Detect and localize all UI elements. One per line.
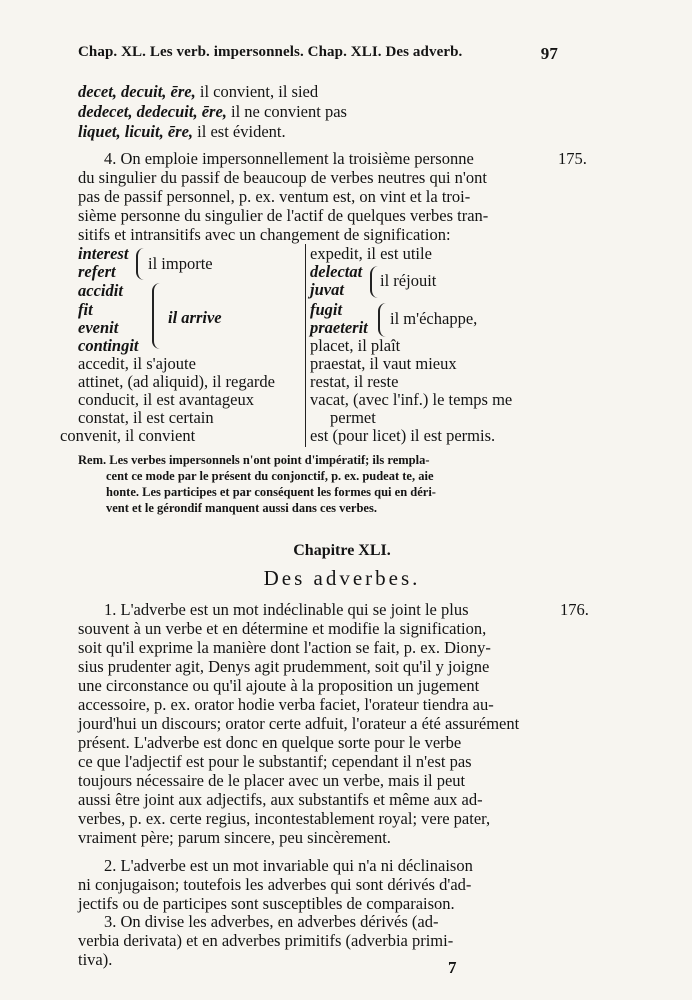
verb-line: decet, decuit, ēre, il convient, il sied <box>78 82 319 101</box>
table-right-word: fugit <box>310 300 343 319</box>
para1-line: 1. L'adverbe est un mot indéclinable qui se joint le plus <box>104 600 469 619</box>
table-right-row: permet <box>330 408 376 427</box>
column-divider <box>305 244 306 447</box>
table-left-gloss: il arrive <box>168 308 222 327</box>
table-right-gloss: il m'échappe, <box>390 309 478 328</box>
table-left-word: evenit <box>78 318 119 337</box>
signature-mark: 7 <box>448 958 457 977</box>
brace <box>136 248 144 280</box>
table-right-row: praestat, il vaut mieux <box>310 354 457 373</box>
remark-line: honte. Les participes et par conséquent les formes qui en déri- <box>106 485 436 499</box>
para4-line: du singulier du passif de beaucoup de verbes neutres qui n'ont <box>78 168 487 187</box>
para1-line: présent. L'adverbe est donc en quelque sorte pour le verbe <box>78 733 462 752</box>
para2-line: ni conjugaison; toutefois les adverbes qui sont dérivés d'ad- <box>78 875 472 894</box>
chapter-title: Des adverbes. <box>263 566 421 590</box>
section-number: 175. <box>558 149 587 168</box>
verb-line: liquet, licuit, ēre, il est évident. <box>78 122 286 141</box>
table-right-row: restat, il reste <box>310 372 399 391</box>
para2-line: jectifs ou de participes sont susceptibles de comparaison. <box>78 894 455 913</box>
table-left-row: attinet, (ad aliquid), il regarde <box>78 372 276 391</box>
brace <box>378 303 386 337</box>
para4-line: sième personne du singulier de l'actif de quelques verbes tran- <box>78 206 489 225</box>
para4-line: 4. On emploie impersonnellement la troisième personne <box>104 149 474 168</box>
para3-line: 3. On divise les adverbes, en adverbes dérivés (ad- <box>104 912 439 931</box>
running-header <box>78 44 558 61</box>
para1-line: sius prudenter agit, Denys agit prudemment, soit qu'il y joigne <box>78 657 490 676</box>
para4-line: pas de passif personnel, p. ex. ventum est, on vint et la troi- <box>78 187 471 206</box>
table-left-word: refert <box>78 262 116 281</box>
para1-line: toujours nécessaire de le placer avec un verbe, mais il peut <box>78 771 466 790</box>
remark-line: vent et le gérondif manquent aussi dans ces verbes. <box>106 501 377 515</box>
table-left-word: accidit <box>78 281 123 300</box>
verb-line: dedecet, dedecuit, ēre, il ne convient pas <box>78 102 347 121</box>
chapter-label: Chapitre XLI. <box>293 542 391 559</box>
para1-line: jourd'hui un discours; orator certe adfuit, l'orateur a été assurément <box>78 714 520 733</box>
para1-line: soit qu'il exprime la manière dont l'action se fait, p. ex. Diony- <box>78 638 491 657</box>
table-right-row: vacat, (avec l'inf.) le temps me <box>310 390 513 409</box>
page-number: 97 <box>540 44 558 63</box>
table-left-word: contingit <box>78 336 139 355</box>
table-right-word: delectat <box>310 262 363 281</box>
para2-line: 2. L'adverbe est un mot invariable qui n'a ni déclinaison <box>104 856 473 875</box>
table-left-row: conducit, il est avantageux <box>78 390 254 409</box>
table-right-row: est (pour licet) il est permis. <box>310 426 496 445</box>
para1-line: verbes, p. ex. certe regius, incontestablement royal; vere pater, <box>78 809 491 828</box>
brace <box>152 283 161 349</box>
para1-line: accessoire, p. ex. orator hodie verba faciet, l'orateur tiendra au- <box>78 695 494 714</box>
brace <box>370 266 378 298</box>
remark-line: cent ce mode par le présent du conjonctif, p. ex. pudeat te, aie <box>106 469 434 483</box>
remark-line: Rem. Les verbes impersonnels n'ont point d'impératif; ils rempla- <box>78 453 430 467</box>
para1-line: aussi être joint aux adjectifs, aux substantifs et même aux ad- <box>78 790 483 809</box>
table-right-word: praeterit <box>310 318 368 337</box>
para1-line: souvent à un verbe et en détermine et modifie la signification, <box>78 619 487 638</box>
para4-line: sitifs et intransitifs avec un changement de signification: <box>78 225 451 244</box>
para3-line: verbia derivata) et en adverbes primitifs (adverbia primi- <box>78 931 454 950</box>
table-left-gloss: il importe <box>148 254 213 273</box>
table-left-row: constat, il est certain <box>78 408 214 427</box>
section-number: 176. <box>560 600 589 619</box>
para1-line: vraiment père; parum sincere, peu sincèrement. <box>78 828 391 847</box>
para1-line: ce que l'adjectif est pour le substantif; cependant il n'est pas <box>78 752 472 771</box>
table-left-row: accedit, il s'ajoute <box>78 354 196 373</box>
table-left-word: fit <box>78 300 93 319</box>
table-left-row: convenit, il convient <box>60 426 196 445</box>
table-left-word: interest <box>78 244 129 263</box>
table-right-row: expedit, il est utile <box>310 244 432 263</box>
table-right-word: juvat <box>310 280 344 299</box>
para3-line: tiva). <box>78 950 113 969</box>
table-right-gloss: il réjouit <box>380 271 437 290</box>
para1-line: une circonstance ou qu'il ajoute à la proposition un jugement <box>78 676 480 695</box>
header-text: Chap. XL. Les verb. impersonnels. Chap. XLI. Des adverb. <box>78 44 463 60</box>
table-right-row: placet, il plaît <box>310 336 401 355</box>
